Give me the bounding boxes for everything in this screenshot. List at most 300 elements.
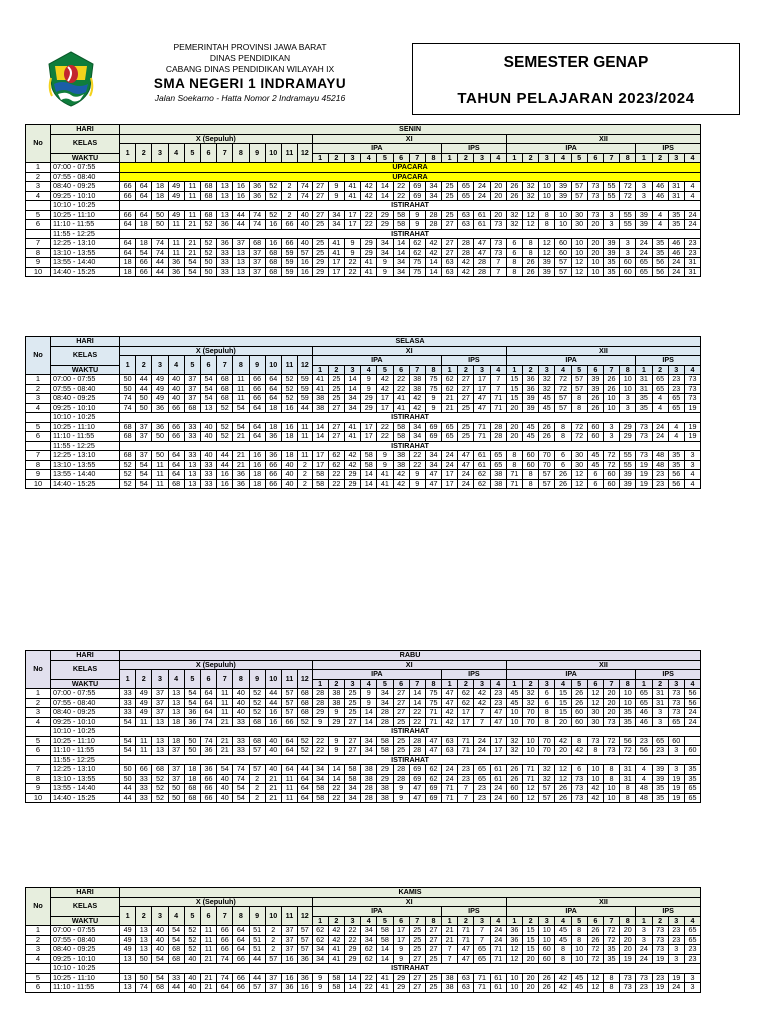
- period-number: 6: [26, 220, 51, 230]
- teacher-code-cell: 56: [684, 698, 700, 708]
- teacher-code-cell: 21: [265, 774, 281, 784]
- teacher-code-cell: 26: [506, 765, 522, 775]
- teacher-code-cell: 42: [328, 935, 344, 945]
- teacher-code-cell: 56: [652, 267, 668, 277]
- class-number-x: 2: [136, 356, 152, 375]
- period-number: [26, 727, 51, 737]
- class-number-ipa: 1: [506, 365, 522, 375]
- period-row: [26, 698, 701, 708]
- teacher-code-cell: 44: [249, 973, 265, 983]
- teacher-code-cell: 73: [587, 210, 603, 220]
- teacher-code-cell: 37: [136, 422, 152, 432]
- teacher-code-cell: 71: [490, 945, 506, 955]
- teacher-code-cell: 20: [603, 689, 619, 699]
- teacher-code-cell: 34: [344, 394, 360, 404]
- teacher-code-cell: 62: [312, 926, 328, 936]
- teacher-code-cell: 68: [217, 394, 233, 404]
- teacher-code-cell: 61: [474, 451, 490, 461]
- teacher-code-cell: 54: [184, 698, 200, 708]
- teacher-code-cell: 52: [298, 736, 313, 746]
- teacher-code-cell: 50: [184, 746, 200, 756]
- semester-box: [412, 43, 740, 115]
- teacher-code-cell: 66: [217, 935, 233, 945]
- teacher-code-cell: 52: [298, 717, 313, 727]
- teacher-code-cell: 38: [490, 470, 506, 480]
- teacher-code-cell: 36: [168, 258, 184, 268]
- teacher-code-cell: 41: [361, 267, 377, 277]
- teacher-code-cell: 23: [490, 689, 506, 699]
- teacher-code-cell: 20: [587, 220, 603, 230]
- teacher-code-cell: 50: [152, 220, 168, 230]
- class-number-x: 9: [249, 907, 265, 926]
- teacher-code-cell: 14: [344, 983, 360, 993]
- teacher-code-cell: 19: [652, 983, 668, 993]
- teacher-code-cell: 8: [587, 746, 603, 756]
- teacher-code-cell: 7: [474, 935, 490, 945]
- teacher-code-cell: 12: [571, 470, 587, 480]
- teacher-code-cell: 37: [136, 432, 152, 442]
- teacher-code-cell: 16: [281, 973, 297, 983]
- teacher-code-cell: 3: [668, 954, 684, 964]
- teacher-code-cell: 36: [249, 191, 265, 201]
- period-row: [26, 191, 701, 201]
- teacher-code-cell: 34: [377, 689, 393, 699]
- teacher-code-cell: 38: [377, 793, 393, 803]
- class-number-x: 6: [200, 670, 216, 689]
- class-number-x: 12: [298, 144, 313, 163]
- period-row: [26, 774, 701, 784]
- teacher-code-cell: 64: [249, 403, 265, 413]
- teacher-code-cell: 60: [587, 422, 603, 432]
- teacher-code-cell: 28: [474, 267, 490, 277]
- teacher-code-cell: 35: [620, 708, 636, 718]
- teacher-code-cell: 41: [377, 973, 393, 983]
- teacher-code-cell: 20: [620, 945, 636, 955]
- teacher-code-cell: 41: [328, 945, 344, 955]
- teacher-code-cell: 65: [474, 945, 490, 955]
- teacher-code-cell: 20: [506, 403, 522, 413]
- teacher-code-cell: 40: [281, 460, 297, 470]
- teacher-code-cell: 54: [168, 926, 184, 936]
- teacher-code-cell: 11: [281, 774, 297, 784]
- teacher-code-cell: 17: [344, 220, 360, 230]
- teacher-code-cell: 33: [200, 479, 216, 489]
- teacher-code-cell: 37: [136, 451, 152, 461]
- class-number-ips: 3: [668, 916, 684, 926]
- teacher-code-cell: 13: [217, 210, 233, 220]
- teacher-code-cell: 68: [200, 210, 216, 220]
- teacher-code-cell: 26: [555, 793, 571, 803]
- teacher-code-cell: 11: [184, 210, 200, 220]
- teacher-code-cell: 65: [458, 182, 474, 192]
- teacher-code-cell: 22: [312, 746, 328, 756]
- kelas-header: KELAS: [51, 134, 120, 153]
- teacher-code-cell: 9: [361, 698, 377, 708]
- teacher-code-cell: 25: [393, 717, 409, 727]
- teacher-code-cell: 36: [217, 239, 233, 249]
- teacher-code-cell: 15: [506, 384, 522, 394]
- teacher-code-cell: 34: [328, 220, 344, 230]
- teacher-code-cell: 27: [458, 384, 474, 394]
- class-number-x: 1: [120, 356, 136, 375]
- day-name: SENIN: [120, 125, 701, 135]
- teacher-code-cell: 57: [571, 384, 587, 394]
- teacher-code-cell: 9: [361, 689, 377, 699]
- teacher-code-cell: 22: [361, 983, 377, 993]
- teacher-code-cell: 60: [539, 945, 555, 955]
- teacher-code-cell: 60: [523, 460, 539, 470]
- teacher-code-cell: 18: [281, 432, 297, 442]
- teacher-code-cell: 73: [652, 935, 668, 945]
- teacher-code-cell: 57: [249, 746, 265, 756]
- teacher-code-cell: 32: [523, 191, 539, 201]
- teacher-code-cell: 59: [281, 258, 297, 268]
- teacher-code-cell: 9: [328, 191, 344, 201]
- teacher-code-cell: 9: [328, 708, 344, 718]
- teacher-code-cell: 26: [571, 698, 587, 708]
- teacher-code-cell: 52: [217, 432, 233, 442]
- teacher-code-cell: 22: [344, 935, 360, 945]
- teacher-code-cell: 69: [409, 765, 425, 775]
- teacher-code-cell: 10: [620, 698, 636, 708]
- class-number-x: 10: [265, 356, 281, 375]
- teacher-code-cell: 49: [136, 708, 152, 718]
- class-number-x: 9: [249, 144, 265, 163]
- teacher-code-cell: 40: [298, 210, 313, 220]
- teacher-code-cell: 52: [200, 239, 216, 249]
- period-time: 11:10 - 11:55: [51, 220, 120, 230]
- teacher-code-cell: 30: [587, 717, 603, 727]
- teacher-code-cell: 10: [620, 689, 636, 699]
- teacher-code-cell: 8: [620, 784, 636, 794]
- teacher-code-cell: 8: [571, 736, 587, 746]
- teacher-code-cell: 34: [344, 784, 360, 794]
- teacher-code-cell: 66: [233, 973, 249, 983]
- period-row: [26, 935, 701, 945]
- schedule-table-kamis: [25, 887, 701, 993]
- teacher-code-cell: 2: [298, 479, 313, 489]
- teacher-code-cell: 27: [393, 698, 409, 708]
- teacher-code-cell: 11: [281, 784, 297, 794]
- teacher-code-cell: 54: [120, 717, 136, 727]
- teacher-code-cell: 38: [442, 983, 458, 993]
- period-row: [26, 451, 701, 461]
- teacher-code-cell: 25: [425, 973, 441, 983]
- teacher-code-cell: 47: [458, 945, 474, 955]
- class-number-x: 7: [217, 907, 233, 926]
- teacher-code-cell: 20: [523, 954, 539, 964]
- teacher-code-cell: 4: [652, 210, 668, 220]
- teacher-code-cell: 28: [474, 258, 490, 268]
- teacher-code-cell: 19: [668, 774, 684, 784]
- class-number-ipa: 3: [539, 916, 555, 926]
- class-number-x: 7: [217, 144, 233, 163]
- teacher-code-cell: 8: [555, 954, 571, 964]
- teacher-code-cell: 28: [393, 765, 409, 775]
- teacher-code-cell: 36: [506, 926, 522, 936]
- teacher-code-cell: 50: [136, 954, 152, 964]
- teacher-code-cell: 69: [425, 793, 441, 803]
- period-row: [26, 422, 701, 432]
- teacher-code-cell: 54: [152, 954, 168, 964]
- teacher-code-cell: 13: [152, 717, 168, 727]
- teacher-code-cell: 30: [571, 210, 587, 220]
- period-number: 4: [26, 717, 51, 727]
- upacara-banner: UPACARA: [120, 163, 701, 173]
- teacher-code-cell: 38: [393, 451, 409, 461]
- teacher-code-cell: 23: [652, 746, 668, 756]
- teacher-code-cell: 72: [620, 182, 636, 192]
- teacher-code-cell: 71: [458, 746, 474, 756]
- teacher-code-cell: 34: [377, 239, 393, 249]
- teacher-code-cell: 23: [636, 983, 652, 993]
- teacher-code-cell: 73: [490, 220, 506, 230]
- teacher-code-cell: 34: [344, 793, 360, 803]
- teacher-code-cell: 31: [652, 689, 668, 699]
- teacher-code-cell: 52: [120, 479, 136, 489]
- teacher-code-cell: 30: [571, 451, 587, 461]
- teacher-code-cell: 6: [587, 479, 603, 489]
- teacher-code-cell: 62: [442, 384, 458, 394]
- teacher-code-cell: 41: [328, 248, 344, 258]
- class-number-ips: 3: [668, 365, 684, 375]
- teacher-code-cell: 24: [474, 736, 490, 746]
- teacher-code-cell: 55: [603, 191, 619, 201]
- teacher-code-cell: 40: [298, 239, 313, 249]
- teacher-code-cell: 74: [233, 774, 249, 784]
- teacher-code-cell: 29: [361, 248, 377, 258]
- class-number-x: 2: [136, 670, 152, 689]
- teacher-code-cell: 39: [539, 267, 555, 277]
- teacher-code-cell: 54: [136, 470, 152, 480]
- teacher-code-cell: 42: [425, 248, 441, 258]
- teacher-code-cell: 23: [668, 926, 684, 936]
- teacher-code-cell: 39: [539, 258, 555, 268]
- teacher-code-cell: 25: [458, 403, 474, 413]
- teacher-code-cell: 42: [442, 708, 458, 718]
- teacher-code-cell: 52: [200, 220, 216, 230]
- teacher-code-cell: 25: [409, 926, 425, 936]
- teacher-code-cell: 4: [668, 432, 684, 442]
- period-number: 10: [26, 267, 51, 277]
- class-number-ipa: 1: [312, 916, 328, 926]
- class-number-ipa: 2: [523, 365, 539, 375]
- teacher-code-cell: 2: [265, 945, 281, 955]
- period-row: [26, 689, 701, 699]
- teacher-code-cell: 14: [377, 954, 393, 964]
- period-number: 4: [26, 191, 51, 201]
- teacher-code-cell: 66: [249, 375, 265, 385]
- teacher-code-cell: 23: [490, 698, 506, 708]
- period-time: 14:40 - 15:25: [51, 793, 120, 803]
- teacher-code-cell: 14: [425, 267, 441, 277]
- teacher-code-cell: 74: [200, 717, 216, 727]
- teacher-code-cell: 16: [281, 403, 297, 413]
- teacher-code-cell: 32: [506, 210, 522, 220]
- teacher-code-cell: 64: [136, 210, 152, 220]
- teacher-code-cell: 26: [555, 479, 571, 489]
- day-name: SELASA: [120, 337, 701, 347]
- teacher-code-cell: 8: [539, 210, 555, 220]
- teacher-code-cell: 49: [152, 384, 168, 394]
- teacher-code-cell: 27: [344, 746, 360, 756]
- ipa-header: IPA: [312, 356, 442, 366]
- teacher-code-cell: 8: [506, 267, 522, 277]
- class-number-ipa: 2: [328, 679, 344, 689]
- teacher-code-cell: 3: [636, 926, 652, 936]
- class-number-x: 1: [120, 144, 136, 163]
- teacher-code-cell: 44: [265, 689, 281, 699]
- teacher-code-cell: 27: [442, 220, 458, 230]
- teacher-code-cell: 44: [136, 384, 152, 394]
- teacher-code-cell: 54: [168, 935, 184, 945]
- teacher-code-cell: 20: [490, 210, 506, 220]
- class-number-ips: 4: [490, 365, 506, 375]
- teacher-code-cell: 62: [361, 945, 377, 955]
- teacher-code-cell: 10: [603, 403, 619, 413]
- teacher-code-cell: 64: [249, 422, 265, 432]
- teacher-code-cell: 35: [684, 774, 700, 784]
- class-number-x: 2: [136, 907, 152, 926]
- teacher-code-cell: 63: [442, 267, 458, 277]
- teacher-code-cell: 17: [458, 708, 474, 718]
- ipa-header: IPA: [506, 907, 636, 917]
- teacher-code-cell: 60: [603, 470, 619, 480]
- no-header: No: [26, 888, 51, 926]
- teacher-code-cell: 44: [249, 954, 265, 964]
- teacher-code-cell: 40: [265, 736, 281, 746]
- teacher-code-cell: 71: [458, 935, 474, 945]
- teacher-code-cell: 59: [298, 375, 313, 385]
- teacher-code-cell: 63: [442, 746, 458, 756]
- teacher-code-cell: 9: [312, 973, 328, 983]
- teacher-code-cell: 57: [249, 983, 265, 993]
- teacher-code-cell: 34: [344, 403, 360, 413]
- teacher-code-cell: 41: [312, 384, 328, 394]
- class-number-ips: 2: [458, 679, 474, 689]
- teacher-code-cell: 68: [184, 784, 200, 794]
- period-number: 8: [26, 460, 51, 470]
- grade-xii-header: XII: [506, 897, 700, 907]
- teacher-code-cell: 64: [298, 774, 313, 784]
- teacher-code-cell: 66: [217, 926, 233, 936]
- period-row: [26, 765, 701, 775]
- period-time: 12:25 - 13:10: [51, 765, 120, 775]
- teacher-code-cell: 40: [217, 774, 233, 784]
- teacher-code-cell: 50: [152, 451, 168, 461]
- teacher-code-cell: 48: [636, 793, 652, 803]
- teacher-code-cell: 57: [281, 698, 297, 708]
- teacher-code-cell: 14: [344, 384, 360, 394]
- class-number-x: 12: [298, 356, 313, 375]
- teacher-code-cell: 17: [442, 479, 458, 489]
- teacher-code-cell: 13: [233, 258, 249, 268]
- teacher-code-cell: 25: [393, 746, 409, 756]
- class-number-x: 3: [152, 356, 168, 375]
- teacher-code-cell: 47: [425, 746, 441, 756]
- teacher-code-cell: 14: [361, 708, 377, 718]
- waktu-header: WAKTU: [51, 916, 120, 926]
- teacher-code-cell: 45: [523, 432, 539, 442]
- teacher-code-cell: 37: [168, 774, 184, 784]
- teacher-code-cell: 16: [217, 479, 233, 489]
- class-number-x: 6: [200, 144, 216, 163]
- class-number-ipa: 6: [587, 365, 603, 375]
- teacher-code-cell: 25: [458, 432, 474, 442]
- teacher-code-cell: 58: [393, 220, 409, 230]
- teacher-code-cell: 34: [361, 935, 377, 945]
- teacher-code-cell: 74: [152, 239, 168, 249]
- teacher-code-cell: 58: [361, 460, 377, 470]
- teacher-code-cell: 24: [474, 191, 490, 201]
- teacher-code-cell: 7: [458, 793, 474, 803]
- teacher-code-cell: 26: [603, 375, 619, 385]
- teacher-code-cell: 32: [539, 765, 555, 775]
- teacher-code-cell: 26: [603, 384, 619, 394]
- teacher-code-cell: 52: [120, 460, 136, 470]
- teacher-code-cell: 17: [312, 460, 328, 470]
- teacher-code-cell: 40: [184, 973, 200, 983]
- teacher-code-cell: 32: [523, 689, 539, 699]
- teacher-code-cell: 64: [265, 394, 281, 404]
- teacher-code-cell: 61: [490, 983, 506, 993]
- teacher-code-cell: 3: [636, 182, 652, 192]
- teacher-code-cell: 54: [184, 689, 200, 699]
- teacher-code-cell: 52: [120, 470, 136, 480]
- teacher-code-cell: 16: [265, 708, 281, 718]
- teacher-code-cell: 49: [120, 945, 136, 955]
- teacher-code-cell: 21: [200, 973, 216, 983]
- teacher-code-cell: 16: [265, 220, 281, 230]
- grade-xi-header: XI: [312, 134, 506, 144]
- teacher-code-cell: 69: [425, 422, 441, 432]
- teacher-code-cell: 73: [571, 793, 587, 803]
- teacher-code-cell: 64: [136, 191, 152, 201]
- teacher-code-cell: 29: [361, 394, 377, 404]
- teacher-code-cell: 74: [217, 954, 233, 964]
- teacher-code-cell: 65: [458, 191, 474, 201]
- teacher-code-cell: 20: [523, 973, 539, 983]
- teacher-code-cell: 3: [603, 422, 619, 432]
- teacher-code-cell: 2: [249, 793, 265, 803]
- teacher-code-cell: 19: [636, 479, 652, 489]
- no-header: No: [26, 651, 51, 689]
- teacher-code-cell: 49: [152, 375, 168, 385]
- teacher-code-cell: 21: [184, 220, 200, 230]
- teacher-code-cell: 26: [506, 774, 522, 784]
- teacher-code-cell: 34: [312, 945, 328, 955]
- teacher-code-cell: 18: [120, 258, 136, 268]
- class-number-ips: 4: [490, 153, 506, 163]
- teacher-code-cell: 57: [571, 182, 587, 192]
- teacher-code-cell: 35: [636, 403, 652, 413]
- teacher-code-cell: 34: [361, 746, 377, 756]
- teacher-code-cell: 19: [684, 403, 700, 413]
- class-number-ipa: 5: [571, 365, 587, 375]
- teacher-code-cell: 57: [555, 267, 571, 277]
- teacher-code-cell: 57: [539, 479, 555, 489]
- teacher-code-cell: 68: [249, 736, 265, 746]
- teacher-code-cell: 29: [328, 717, 344, 727]
- period-time: 07:55 - 08:40: [51, 384, 120, 394]
- teacher-code-cell: 7: [442, 945, 458, 955]
- teacher-code-cell: 10: [555, 210, 571, 220]
- teacher-code-cell: 36: [200, 765, 216, 775]
- teacher-code-cell: 72: [555, 375, 571, 385]
- class-number-ipa: 8: [425, 365, 441, 375]
- grade-xii-header: XII: [506, 660, 700, 670]
- teacher-code-cell: 35: [652, 793, 668, 803]
